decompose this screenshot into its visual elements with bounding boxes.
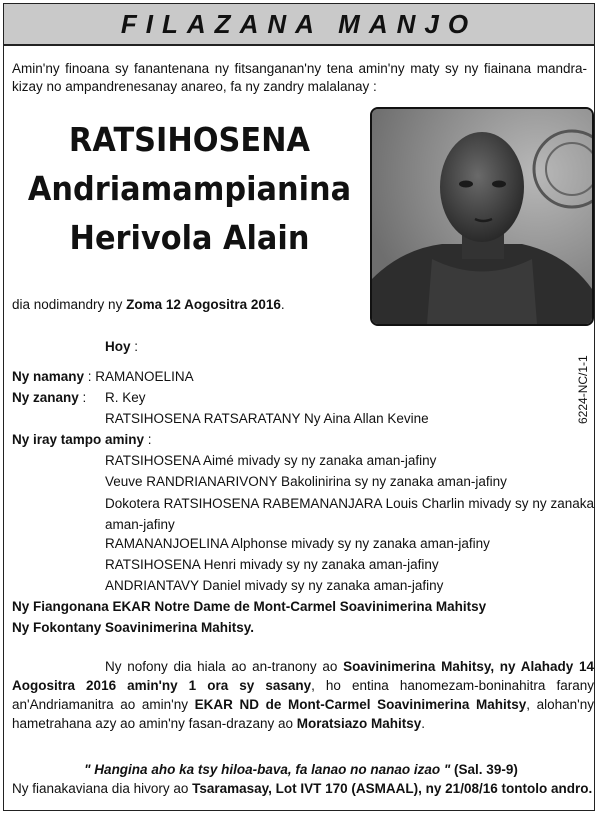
family-sibling: RATSIHOSENA Henri mivady sy ny zanaka aman-jafiny xyxy=(105,557,439,572)
family-child: R. Key xyxy=(105,390,146,405)
family-sibling: Veuve RANDRIANARIVONY Bakolinirina sy ny zanaka aman-jafiny xyxy=(105,474,507,489)
family-siblings-label: Ny iray tampo aminy : xyxy=(12,432,152,447)
family-sibling: RAMANANJOELINA Alphonse mivady sy ny zanaka aman-jafiny xyxy=(105,536,490,551)
hoy-line: Hoy : xyxy=(105,339,139,354)
family-children-label: Ny zanany : xyxy=(12,390,87,405)
death-date: Zoma 12 Aogositra 2016 xyxy=(126,297,281,312)
funeral-paragraph: Ny nofony dia hiala ao an-tranony ao Soavinimerina Mahitsy, ny Alahady 14 Aogositra 2016 amin'ny 1 ora sy sasany, ho entina hanomezam-boninahitra farany an'Andriamanitra ao amin'ny EKAR ND de Mont-Carmel Soavinimerina Mahitsy, alohan'ny hametrahana azy ao amin'ny fasan-drazany ao Moratsiazo Mahitsy. xyxy=(12,659,595,731)
banner-title: FILAZANA MANJO xyxy=(120,8,478,39)
family-sibling: Dokotera RATSIHOSENA RABEMANANJARA Louis Charlin mivady sy ny zanaka aman-jafiny xyxy=(105,496,594,532)
intro-paragraph: Amin'ny finoana sy fanantenana ny fitsanganan'ny tena amin'ny maty sy ny fiainana mandra-kizay no ampandrenesanay anareo, fa ny zandry malalanay : xyxy=(12,61,587,94)
family-sibling: ANDRIANTAVY Daniel mivady sy ny zanaka aman-jafiny xyxy=(105,578,444,593)
family-child: RATSIHOSENA RATSARATANY Ny Aina Allan Kevine xyxy=(105,411,429,426)
obituary-notice xyxy=(3,3,595,811)
scripture-quote: " Hangina aho ka tsy hiloa-bava, fa lanao no nanao izao " (Sal. 39-9) xyxy=(84,762,518,777)
reference-code: 6224-NC/1-1 xyxy=(576,355,590,424)
deceased-name-line-2: Andriamampianina xyxy=(27,169,352,208)
death-line: dia nodimandry ny Zoma 12 Aogositra 2016. xyxy=(12,297,285,312)
gathering-line: Ny fianakaviana dia hivory ao Tsaramasay, Lot IVT 170 (ASMAAL), ny 21/08/16 tontolo andro. xyxy=(12,781,593,796)
family-sibling: RATSIHOSENA Aimé mivady sy ny zanaka aman-jafiny xyxy=(105,453,437,468)
deceased-name-line-3: Herivola Alain xyxy=(69,218,310,257)
fokontany-line: Ny Fokontany Soavinimerina Mahitsy. xyxy=(12,620,255,635)
deceased-photo xyxy=(370,107,594,326)
scripture-reference: (Sal. 39-9) xyxy=(450,762,518,777)
family-spouse: Ny namany : RAMANOELINA xyxy=(12,369,194,384)
notice-banner xyxy=(4,4,594,46)
deceased-name-line-1: RATSIHOSENA xyxy=(68,120,311,159)
portrait-image xyxy=(372,109,592,324)
church-line: Ny Fiangonana EKAR Notre Dame de Mont-Carmel Soavinimerina Mahitsy xyxy=(12,599,487,614)
